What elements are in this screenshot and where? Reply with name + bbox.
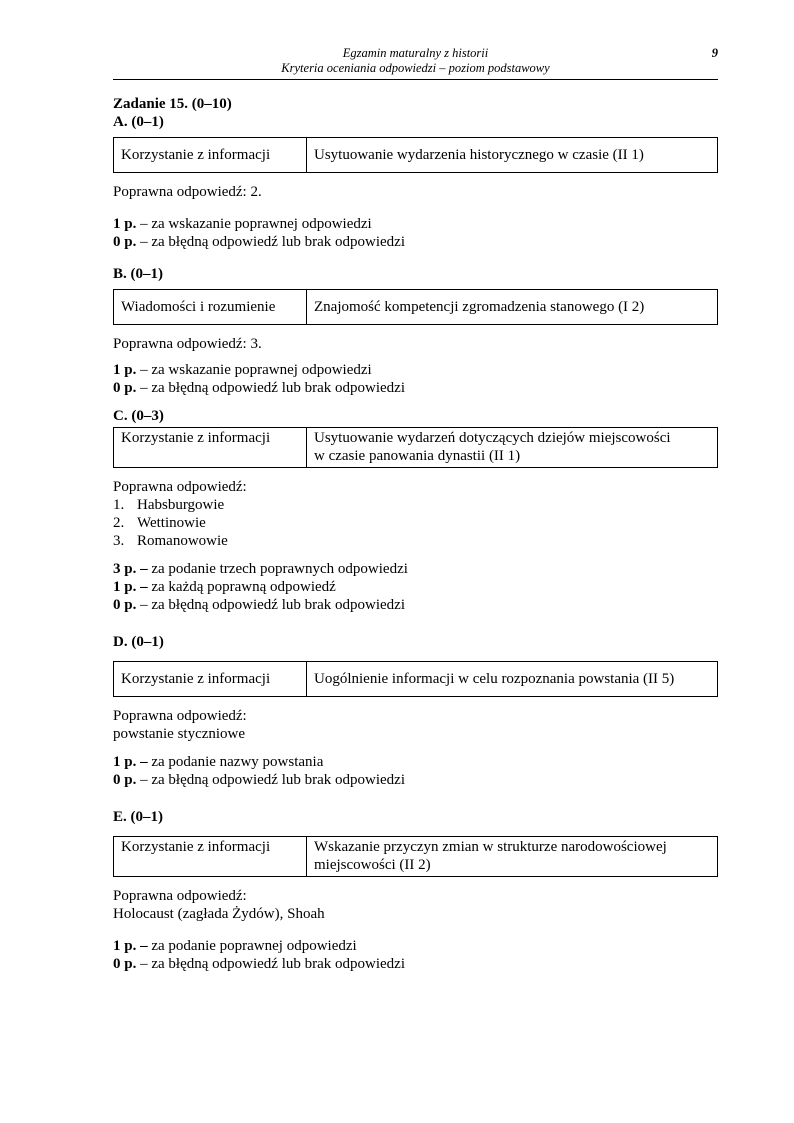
section-c-score-3-points: 3 p. – [113, 561, 148, 577]
section-b-skill: Wiadomości i rozumienie [114, 290, 307, 325]
section-d-score-0-points: 0 p. [113, 772, 137, 788]
header-exam-title: Egzamin maturalny z historii [342, 46, 489, 60]
section-c [113, 407, 718, 614]
section-b-criteria-table [113, 289, 718, 325]
section-e-answer: Holocaust (zagłada Żydów), Shoah [113, 906, 325, 922]
section-a-title: A. (0–1) [113, 114, 164, 130]
section-e-answer-label: Poprawna odpowiedź: [113, 888, 247, 904]
section-c-skill: Korzystanie z informacji [114, 428, 307, 468]
section-a-score-0-text: – za błędną odpowiedź lub brak odpowiedzi [136, 234, 406, 250]
section-c-score-3 [113, 560, 718, 578]
section-e-score-1-text: za podanie poprawnej odpowiedzi [147, 938, 357, 954]
section-b [113, 265, 718, 397]
section-b-title: B. (0–1) [113, 266, 163, 282]
section-e-score-0 [113, 955, 718, 973]
section-b-score-1 [113, 361, 718, 379]
section-a [113, 113, 718, 251]
list-item-text: Habsburgowie [137, 497, 225, 513]
section-b-answer-label: Poprawna odpowiedź: 3. [113, 336, 262, 352]
section-c-score-0 [113, 596, 718, 614]
section-d-answer: powstanie styczniowe [113, 726, 246, 742]
list-item [113, 532, 718, 550]
section-a-criteria-table [113, 137, 718, 173]
section-e-score-1 [113, 937, 718, 955]
section-c-requirement [307, 428, 718, 468]
section-a-answer-label: Poprawna odpowiedź: 2. [113, 184, 262, 200]
section-b-score-0-points: 0 p. [113, 380, 137, 396]
section-e-criteria-table [113, 836, 718, 877]
section-c-score-1 [113, 578, 718, 596]
list-item-number: 1. [113, 497, 125, 513]
section-d-score-0-text: – za błędną odpowiedź lub brak odpowiedzi [136, 772, 406, 788]
section-c-score-3-text: za podanie trzech poprawnych odpowiedzi [147, 561, 408, 577]
section-d-answer-label: Poprawna odpowiedź: [113, 708, 247, 724]
section-a-score-0-points: 0 p. [113, 234, 137, 250]
section-a-score-1-text: – za wskazanie poprawnej odpowiedzi [136, 216, 372, 232]
section-c-score-0-text: – za błędną odpowiedź lub brak odpowiedzi [136, 597, 406, 613]
section-c-score-1-points: 1 p. – [113, 579, 148, 595]
header-criteria-title: Kryteria oceniania odpowiedzi – poziom podstawowy [281, 61, 550, 75]
section-d-score-1-text: za podanie nazwy powstania [147, 754, 324, 770]
section-c-title: C. (0–3) [113, 408, 164, 424]
section-e-score-1-points: 1 p. – [113, 938, 148, 954]
section-b-score-0-text: – za błędną odpowiedź lub brak odpowiedzi [136, 380, 406, 396]
section-e-score-0-points: 0 p. [113, 956, 137, 972]
section-e-title: E. (0–1) [113, 809, 163, 825]
section-a-skill: Korzystanie z informacji [114, 138, 307, 173]
section-e-requirement-line-2: miejscowości (II 2) [314, 857, 431, 873]
section-c-answer-list [113, 496, 718, 550]
section-d-skill: Korzystanie z informacji [114, 662, 307, 697]
section-b-score-0 [113, 379, 718, 397]
list-item-text: Romanowowie [137, 533, 228, 549]
section-e-requirement-line-1: Wskazanie przyczyn zmian w strukturze narodowościowej [314, 839, 667, 855]
list-item-number: 3. [113, 533, 125, 549]
section-d-score-1-points: 1 p. – [113, 754, 148, 770]
section-a-requirement: Usytuowanie wydarzenia historycznego w czasie (II 1) [307, 138, 718, 173]
section-e [113, 808, 718, 973]
section-d-score-1 [113, 753, 718, 771]
section-d [113, 633, 718, 789]
section-d-score-0 [113, 771, 718, 789]
section-c-score-0-points: 0 p. [113, 597, 137, 613]
section-c-score-1-text: za każdą poprawną odpowiedź [147, 579, 336, 595]
list-item-text: Wettinowie [137, 515, 206, 531]
section-d-title: D. (0–1) [113, 634, 164, 650]
section-c-requirement-line-2: w czasie panowania dynastii (II 1) [314, 448, 521, 464]
page-content [113, 95, 718, 973]
section-c-answer-label: Poprawna odpowiedź: [113, 479, 247, 495]
section-c-criteria-table [113, 427, 718, 468]
page-header [113, 46, 718, 76]
section-e-requirement [307, 837, 718, 877]
section-c-requirement-line-1: Usytuowanie wydarzeń dotyczących dziejów miejscowości [314, 430, 671, 446]
section-b-score-1-points: 1 p. [113, 362, 137, 378]
header-divider [113, 79, 718, 80]
section-b-score-1-text: – za wskazanie poprawnej odpowiedzi [136, 362, 372, 378]
page-number: 9 [711, 46, 718, 60]
section-d-requirement: Uogólnienie informacji w celu rozpoznania powstania (II 5) [307, 662, 718, 697]
list-item [113, 514, 718, 532]
section-a-score-0 [113, 233, 718, 251]
list-item-number: 2. [113, 515, 125, 531]
section-b-requirement: Znajomość kompetencji zgromadzenia stanowego (I 2) [307, 290, 718, 325]
section-e-skill: Korzystanie z informacji [114, 837, 307, 877]
section-d-criteria-table [113, 661, 718, 697]
section-e-score-0-text: – za błędną odpowiedź lub brak odpowiedzi [136, 956, 406, 972]
task-title: Zadanie 15. (0–10) [113, 96, 232, 112]
section-a-score-1-points: 1 p. [113, 216, 137, 232]
list-item [113, 496, 718, 514]
section-a-score-1 [113, 215, 718, 233]
